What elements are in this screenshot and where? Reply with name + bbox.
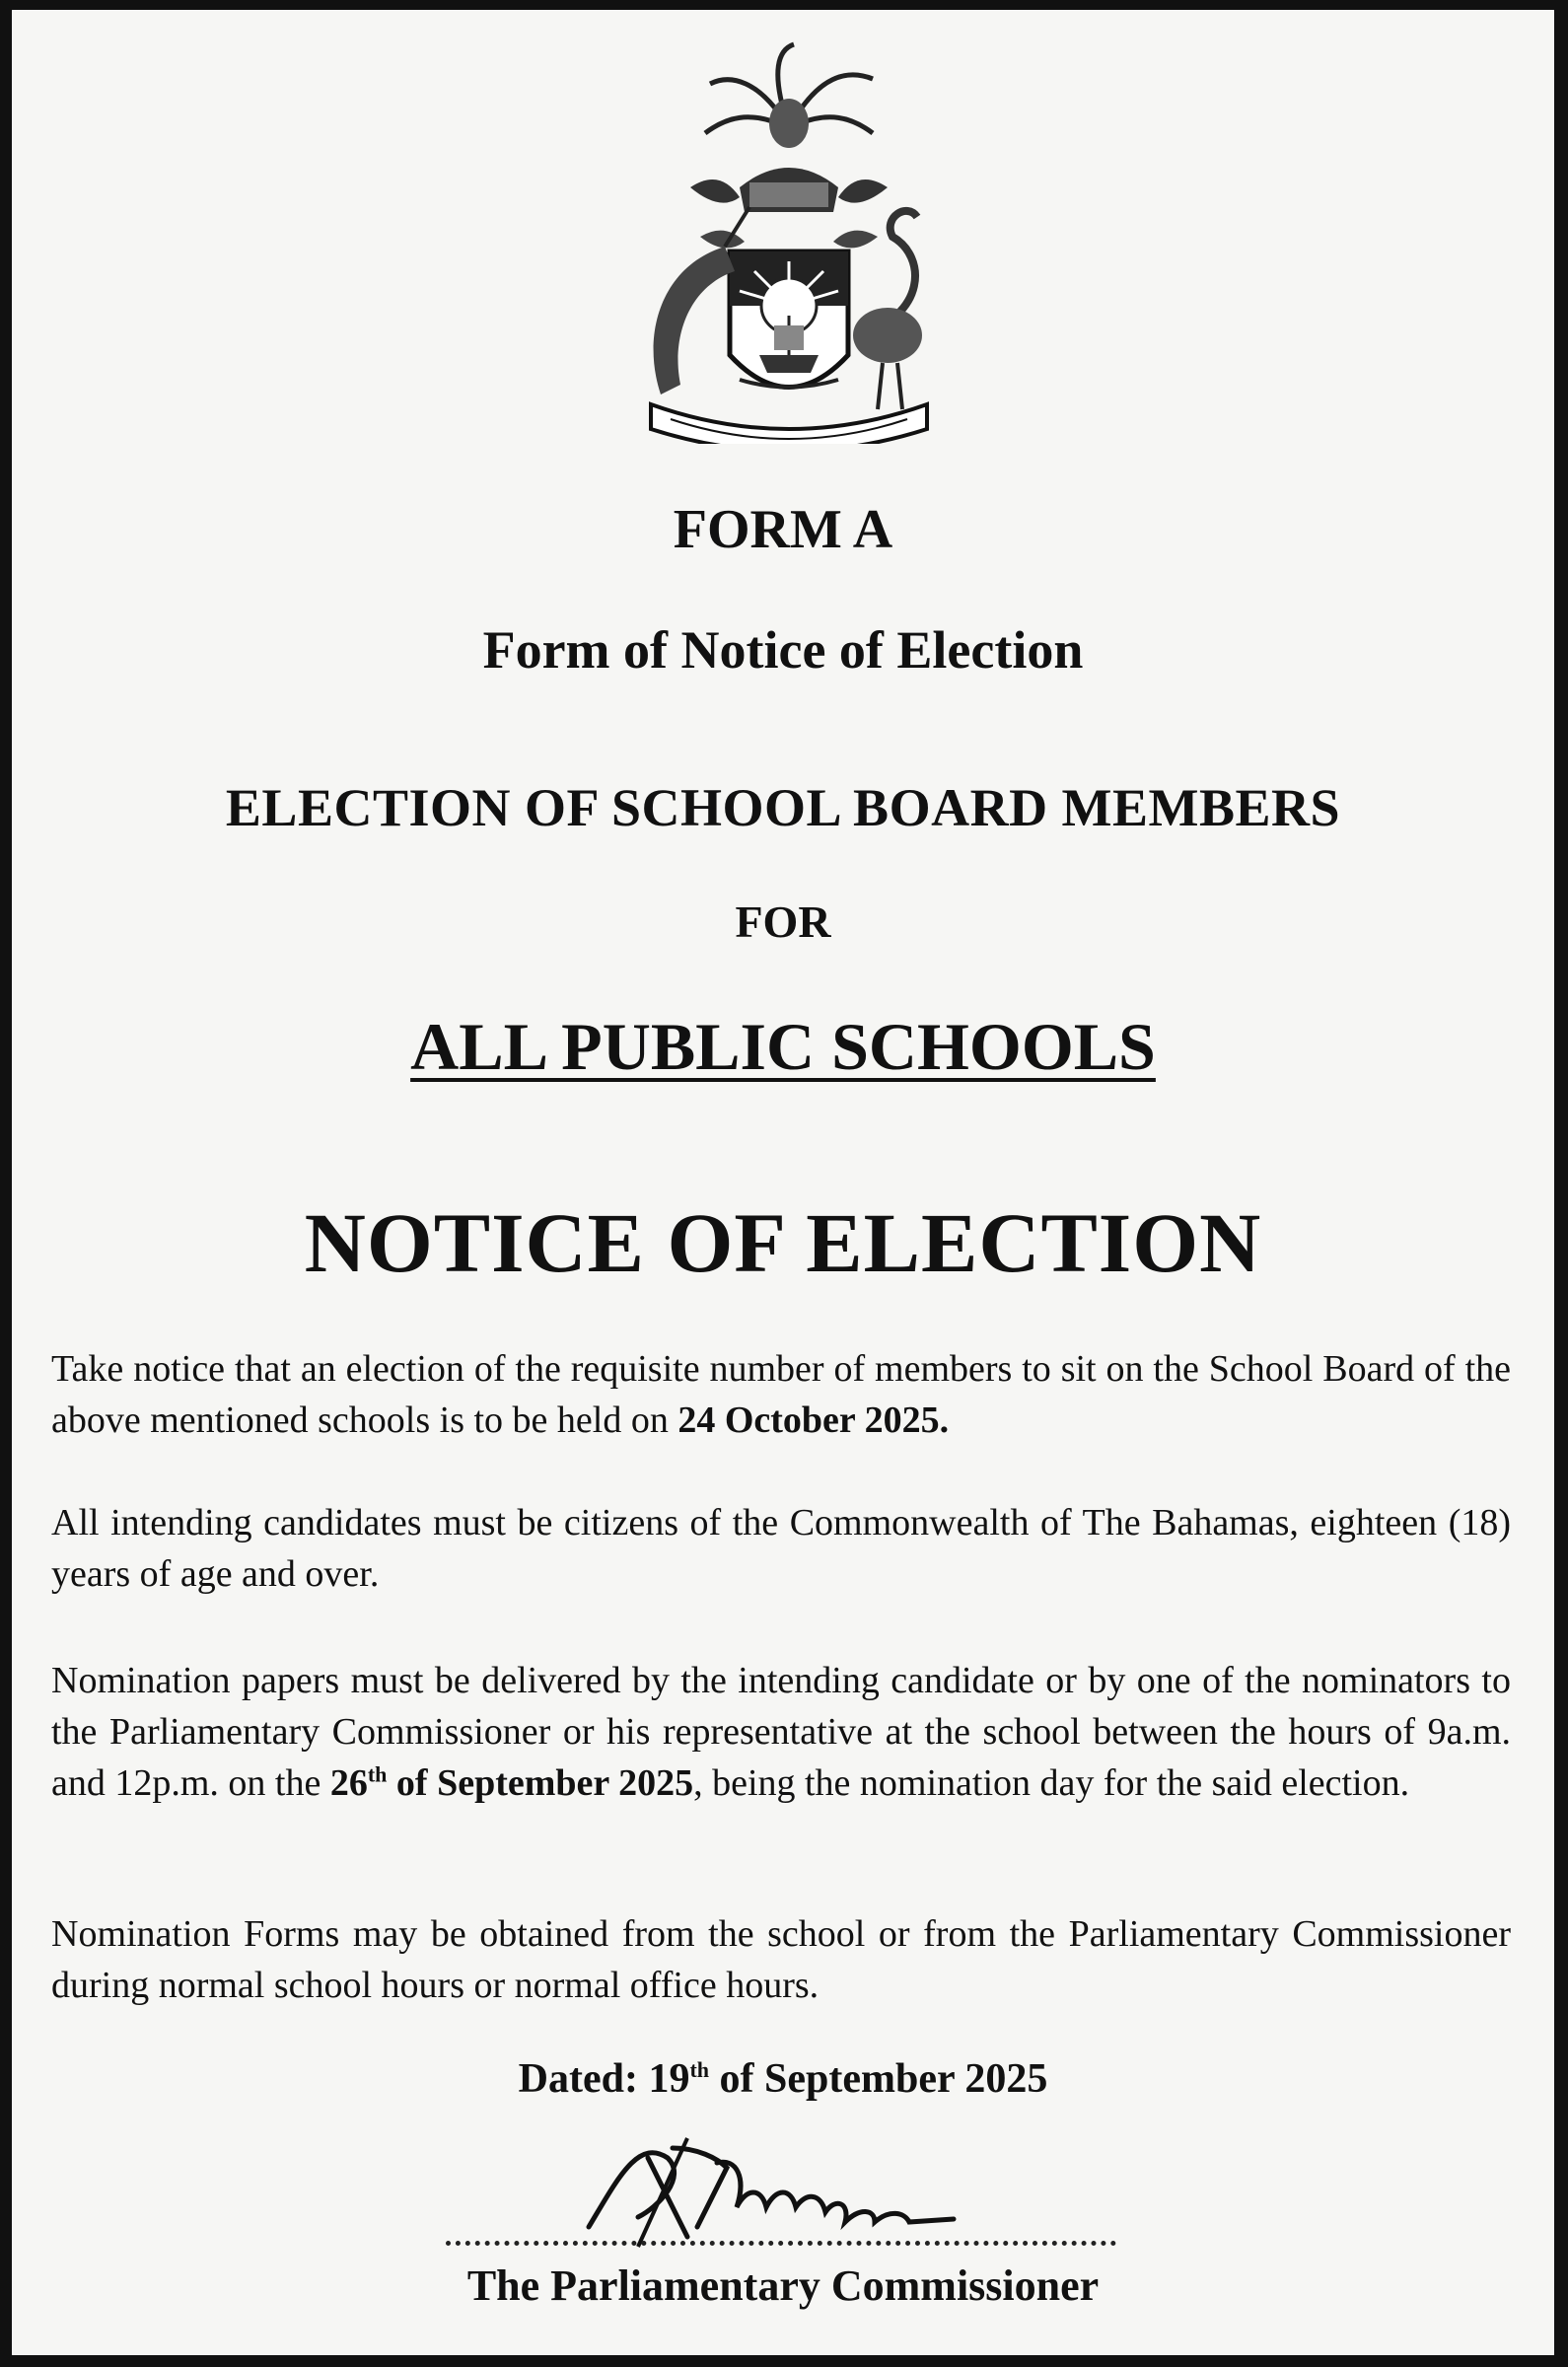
paragraph-eligibility: All intending candidates must be citizens of the Commonwealth of The Bahamas, eighteen (18) years of age and over. [51,1502,1511,1595]
paragraph-nomination [51,1655,1511,1809]
paragraph-text: Nomination papers must be delivered by the intending candidate or by one of the nominators to the Parliamentary Commissioner or his representative at the school between the hours of 9a.m. and 12p.m. on the [51,1660,1511,1804]
schools-heading [12,1008,1554,1086]
paragraph-forms: Nomination Forms may be obtained from the school or from the Parliamentary Commissioner during normal school hours or normal office hours. [51,1913,1511,2006]
signatory-title: The Parliamentary Commissioner [466,2261,1100,2310]
paragraph-end: . [939,1399,950,1441]
dated-line [12,2055,1554,2103]
for-word: FOR [735,897,831,947]
dated-label: Dated: 19 [518,2056,690,2102]
nomination-day-suffix: th [367,1761,388,1787]
nomination-day: 26 [329,1762,368,1804]
signature-icon [579,2118,973,2257]
form-title: Form of Notice of Election [482,620,1084,680]
dated-suffix: th [689,2057,710,2082]
election-heading: ELECTION OF SCHOOL BOARD MEMBERS [225,778,1341,837]
signature-line [446,2241,1116,2246]
notice-page [12,10,1554,2355]
nomination-month: of September 2025 [387,1762,694,1804]
notice-title: NOTICE OF ELECTION [304,1195,1262,1290]
coat-of-arms-icon [631,39,947,444]
form-label: FORM A [673,499,893,560]
election-date: 24 October 2025 [677,1399,940,1441]
schools-heading-text: ALL PUBLIC SCHOOLS [410,1009,1156,1084]
paragraph-text: Take notice that an election of the requisite number of members to sit on the School Board of the above mentioned schools is to be held on [51,1348,1511,1441]
paragraph-election-date [51,1343,1511,1446]
paragraph-end: , being the nomination day for the said election. [693,1762,1410,1804]
dated-rest: of September 2025 [709,2056,1048,2102]
